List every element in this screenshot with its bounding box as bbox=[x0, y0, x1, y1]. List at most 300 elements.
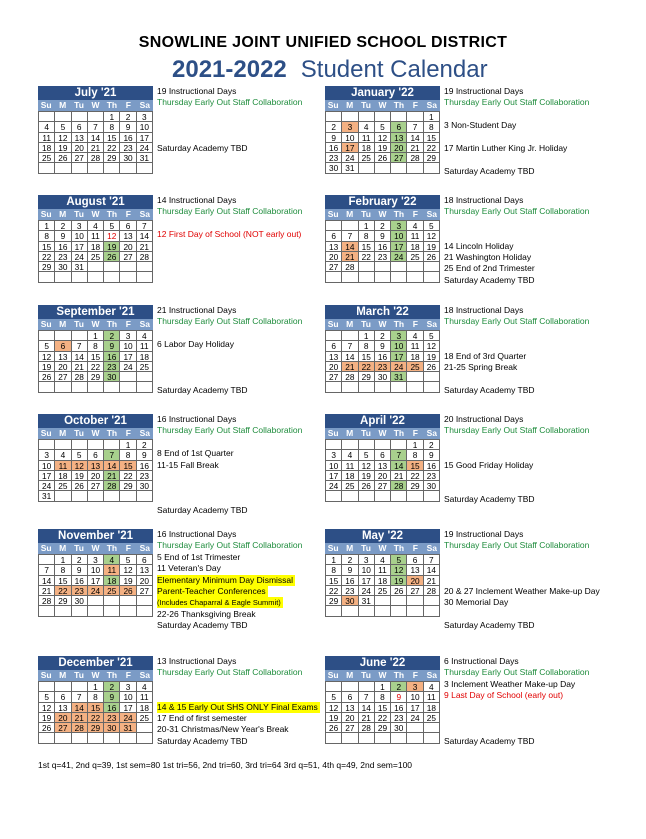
day-cell: 11 bbox=[424, 692, 440, 702]
day-cell: 1 bbox=[326, 555, 342, 565]
school-year: 2021-2022 bbox=[172, 56, 287, 83]
day-cell: 26 bbox=[55, 153, 71, 163]
weekday-label: M bbox=[346, 319, 354, 329]
month-title: January '22 bbox=[325, 86, 440, 100]
empty-cell bbox=[424, 596, 440, 606]
day-cell: 14 bbox=[342, 242, 358, 252]
weekday-label: M bbox=[346, 670, 354, 680]
day-cell: 3 bbox=[359, 555, 375, 565]
empty-cell bbox=[55, 331, 71, 341]
day-cell: 28 bbox=[424, 586, 440, 596]
day-cell: 7 bbox=[342, 231, 358, 241]
calendar-note: Parent-Teacher Conferences bbox=[157, 586, 266, 596]
empty-cell bbox=[137, 372, 153, 382]
day-cell: 18 bbox=[137, 703, 153, 713]
empty-cell bbox=[326, 221, 342, 231]
day-cell: 23 bbox=[55, 252, 71, 262]
day-cell: 26 bbox=[326, 723, 342, 733]
day-cell: 10 bbox=[359, 565, 375, 575]
day-cell: 11 bbox=[407, 341, 423, 351]
empty-cell bbox=[407, 382, 423, 392]
empty-cell bbox=[137, 262, 153, 272]
weekday-label: F bbox=[125, 670, 131, 680]
empty-cell bbox=[342, 272, 358, 282]
day-cell: 5 bbox=[39, 692, 55, 702]
empty-cell bbox=[104, 272, 120, 282]
day-cell: 16 bbox=[391, 703, 407, 713]
day-cell: 15 bbox=[359, 242, 375, 252]
day-cell: 22 bbox=[39, 252, 55, 262]
calendar-note: Thursday Early Out Staff Collaboration bbox=[157, 425, 303, 436]
calendar-note: 30 Memorial Day bbox=[444, 597, 509, 608]
day-cell: 7 bbox=[72, 341, 88, 351]
day-cell: 9 bbox=[391, 692, 407, 702]
day-cell: 1 bbox=[359, 221, 375, 231]
empty-cell bbox=[424, 163, 440, 173]
day-cell: 20 bbox=[120, 242, 136, 252]
day-cell: 11 bbox=[375, 565, 391, 575]
calendar-note: 19 Instructional Days bbox=[157, 86, 237, 96]
day-cell: 29 bbox=[104, 153, 120, 163]
empty-cell bbox=[424, 491, 440, 501]
day-cell: 26 bbox=[359, 481, 375, 491]
day-cell: 19 bbox=[391, 576, 407, 586]
weekday-label: Sa bbox=[426, 543, 437, 553]
day-cell: 1 bbox=[359, 331, 375, 341]
day-cell: 26 bbox=[391, 586, 407, 596]
day-cell: 16 bbox=[120, 133, 136, 143]
empty-cell bbox=[120, 372, 136, 382]
empty-cell bbox=[104, 733, 120, 743]
day-cell: 19 bbox=[326, 713, 342, 723]
empty-cell bbox=[55, 606, 71, 616]
empty-cell bbox=[39, 331, 55, 341]
calendar-note: Thursday Early Out Staff Collaboration bbox=[444, 425, 590, 436]
day-cell: 27 bbox=[55, 723, 71, 733]
day-cell: 3 bbox=[72, 221, 88, 231]
empty-cell bbox=[72, 682, 88, 692]
day-cell: 16 bbox=[72, 576, 88, 586]
empty-cell bbox=[391, 262, 407, 272]
day-grid bbox=[38, 439, 153, 502]
empty-cell bbox=[120, 382, 136, 392]
day-cell: 30 bbox=[55, 262, 71, 272]
day-cell: 25 bbox=[342, 481, 358, 491]
day-cell: 24 bbox=[391, 362, 407, 372]
day-cell: 19 bbox=[424, 352, 440, 362]
empty-cell bbox=[407, 163, 423, 173]
day-cell: 18 bbox=[359, 143, 375, 153]
day-cell: 27 bbox=[375, 481, 391, 491]
day-cell: 9 bbox=[55, 231, 71, 241]
calendar-note: Thursday Early Out Staff Collaboration bbox=[444, 206, 590, 217]
empty-cell bbox=[72, 606, 88, 616]
weekday-label: Sa bbox=[139, 100, 150, 110]
weekday-label: Sa bbox=[139, 670, 150, 680]
weekday-label: Sa bbox=[139, 428, 150, 438]
day-cell: 20 bbox=[375, 471, 391, 481]
weekday-label: Sa bbox=[426, 428, 437, 438]
day-cell: 14 bbox=[407, 133, 423, 143]
day-cell: 17 bbox=[326, 471, 342, 481]
empty-cell bbox=[55, 440, 71, 450]
day-cell: 28 bbox=[342, 262, 358, 272]
month-calendar bbox=[325, 305, 440, 393]
day-cell: 3 bbox=[407, 682, 423, 692]
weekday-label: Su bbox=[327, 209, 339, 219]
day-cell: 7 bbox=[391, 450, 407, 460]
day-cell: 21 bbox=[359, 713, 375, 723]
day-cell: 9 bbox=[375, 231, 391, 241]
day-cell: 14 bbox=[88, 133, 104, 143]
day-cell: 13 bbox=[407, 565, 423, 575]
day-cell: 10 bbox=[407, 692, 423, 702]
empty-cell bbox=[104, 606, 120, 616]
day-cell: 24 bbox=[359, 586, 375, 596]
day-cell: 18 bbox=[375, 576, 391, 586]
day-cell: 14 bbox=[137, 231, 153, 241]
empty-cell bbox=[342, 112, 358, 122]
day-cell: 5 bbox=[326, 692, 342, 702]
day-cell: 25 bbox=[39, 153, 55, 163]
day-cell: 16 bbox=[375, 242, 391, 252]
day-cell: 25 bbox=[55, 481, 71, 491]
weekday-label: Sa bbox=[426, 100, 437, 110]
day-cell: 24 bbox=[342, 153, 358, 163]
day-cell: 22 bbox=[88, 713, 104, 723]
empty-cell bbox=[326, 112, 342, 122]
day-cell: 10 bbox=[120, 341, 136, 351]
day-cell: 27 bbox=[391, 153, 407, 163]
day-cell: 4 bbox=[88, 221, 104, 231]
day-cell: 2 bbox=[375, 221, 391, 231]
day-cell: 15 bbox=[39, 242, 55, 252]
day-cell: 17 bbox=[407, 703, 423, 713]
weekday-label: Tu bbox=[74, 319, 84, 329]
empty-cell bbox=[104, 262, 120, 272]
empty-cell bbox=[88, 262, 104, 272]
day-cell: 9 bbox=[120, 122, 136, 132]
weekday-label: W bbox=[378, 543, 387, 553]
calendar-note: Thursday Early Out Staff Collaboration bbox=[157, 667, 303, 678]
day-cell: 7 bbox=[137, 221, 153, 231]
empty-cell bbox=[120, 163, 136, 173]
day-cell: 9 bbox=[424, 450, 440, 460]
weekday-label: W bbox=[91, 670, 100, 680]
weekday-label: F bbox=[125, 543, 131, 553]
day-cell: 7 bbox=[424, 555, 440, 565]
day-cell: 14 bbox=[359, 703, 375, 713]
calendar-note: 21-25 Spring Break bbox=[444, 362, 518, 372]
weekday-header bbox=[38, 670, 153, 681]
empty-cell bbox=[39, 733, 55, 743]
weekday-label: F bbox=[412, 209, 418, 219]
calendar-note: Thursday Early Out Staff Collaboration bbox=[157, 540, 303, 551]
day-cell: 25 bbox=[407, 252, 423, 262]
day-cell: 2 bbox=[120, 112, 136, 122]
month-title: February '22 bbox=[325, 195, 440, 209]
weekday-label: W bbox=[91, 428, 100, 438]
day-cell: 2 bbox=[55, 221, 71, 231]
empty-cell bbox=[88, 163, 104, 173]
day-cell: 11 bbox=[39, 133, 55, 143]
calendar-note: 16 Instructional Days bbox=[157, 414, 237, 424]
day-cell: 9 bbox=[326, 133, 342, 143]
empty-cell bbox=[326, 491, 342, 501]
day-cell: 3 bbox=[342, 122, 358, 132]
weekday-label: F bbox=[125, 319, 131, 329]
day-cell: 2 bbox=[391, 682, 407, 692]
weekday-label: Tu bbox=[74, 543, 84, 553]
calendar-note: 19 Instructional Days bbox=[444, 86, 524, 96]
weekday-label: Tu bbox=[361, 670, 371, 680]
empty-cell bbox=[137, 382, 153, 392]
day-cell: 26 bbox=[375, 153, 391, 163]
calendar-note: 8 End of 1st Quarter bbox=[157, 448, 234, 459]
empty-cell bbox=[424, 382, 440, 392]
empty-cell bbox=[326, 440, 342, 450]
calendar-note: 18 Instructional Days bbox=[444, 305, 524, 315]
empty-cell bbox=[326, 272, 342, 282]
empty-cell bbox=[120, 596, 136, 606]
weekday-label: Tu bbox=[74, 428, 84, 438]
empty-cell bbox=[375, 596, 391, 606]
day-cell: 28 bbox=[72, 723, 88, 733]
day-cell: 9 bbox=[375, 341, 391, 351]
month-title: August '21 bbox=[38, 195, 153, 209]
day-grid bbox=[38, 220, 153, 283]
day-cell: 10 bbox=[137, 122, 153, 132]
calendar-note: Thursday Early Out Staff Collaboration bbox=[444, 97, 590, 108]
calendar-note: 20 Instructional Days bbox=[444, 414, 524, 424]
day-cell: 19 bbox=[359, 471, 375, 481]
empty-cell bbox=[120, 272, 136, 282]
day-cell: 17 bbox=[137, 133, 153, 143]
weekday-label: Th bbox=[393, 543, 405, 553]
weekday-label: Th bbox=[106, 319, 118, 329]
weekday-label: Th bbox=[393, 670, 405, 680]
calendar-subtitle: Student Calendar bbox=[300, 56, 488, 83]
month-calendar bbox=[38, 86, 153, 174]
day-cell: 24 bbox=[88, 586, 104, 596]
day-grid bbox=[325, 554, 440, 617]
day-cell: 9 bbox=[342, 565, 358, 575]
day-cell: 24 bbox=[407, 713, 423, 723]
day-cell: 8 bbox=[375, 692, 391, 702]
empty-cell bbox=[391, 596, 407, 606]
weekday-label: Th bbox=[393, 100, 405, 110]
weekday-header bbox=[325, 428, 440, 439]
day-cell: 23 bbox=[104, 362, 120, 372]
day-cell: 22 bbox=[104, 143, 120, 153]
day-cell: 23 bbox=[72, 586, 88, 596]
day-cell: 16 bbox=[104, 352, 120, 362]
day-cell: 20 bbox=[72, 143, 88, 153]
day-cell: 23 bbox=[137, 471, 153, 481]
day-cell: 8 bbox=[359, 341, 375, 351]
day-cell: 13 bbox=[55, 352, 71, 362]
day-cell: 2 bbox=[342, 555, 358, 565]
empty-cell bbox=[55, 733, 71, 743]
day-cell: 28 bbox=[88, 153, 104, 163]
day-grid bbox=[325, 111, 440, 174]
empty-cell bbox=[55, 382, 71, 392]
day-cell: 3 bbox=[137, 112, 153, 122]
weekday-label: F bbox=[412, 543, 418, 553]
day-cell: 6 bbox=[391, 122, 407, 132]
day-cell: 25 bbox=[88, 252, 104, 262]
weekday-label: Tu bbox=[361, 543, 371, 553]
weekday-label: Su bbox=[327, 319, 339, 329]
day-cell: 16 bbox=[326, 143, 342, 153]
calendar-note: 18 Instructional Days bbox=[444, 195, 524, 205]
day-cell: 12 bbox=[104, 231, 120, 241]
day-cell: 23 bbox=[342, 586, 358, 596]
empty-cell bbox=[342, 491, 358, 501]
day-cell: 27 bbox=[326, 262, 342, 272]
weekday-label: Su bbox=[40, 428, 52, 438]
day-cell: 10 bbox=[342, 133, 358, 143]
day-cell: 7 bbox=[88, 122, 104, 132]
day-cell: 6 bbox=[342, 692, 358, 702]
weekday-label: Sa bbox=[426, 209, 437, 219]
weekday-label: Tu bbox=[361, 319, 371, 329]
day-cell: 7 bbox=[359, 692, 375, 702]
weekday-label: Sa bbox=[139, 209, 150, 219]
day-cell: 28 bbox=[137, 252, 153, 262]
day-cell: 29 bbox=[88, 723, 104, 733]
day-cell: 12 bbox=[55, 133, 71, 143]
empty-cell bbox=[359, 682, 375, 692]
empty-cell bbox=[88, 733, 104, 743]
empty-cell bbox=[55, 682, 71, 692]
day-cell: 14 bbox=[72, 352, 88, 362]
day-cell: 8 bbox=[120, 450, 136, 460]
day-cell: 24 bbox=[326, 481, 342, 491]
day-cell: 15 bbox=[326, 576, 342, 586]
day-cell: 4 bbox=[137, 331, 153, 341]
day-cell: 25 bbox=[407, 362, 423, 372]
weekday-label: W bbox=[378, 209, 387, 219]
day-cell: 17 bbox=[342, 143, 358, 153]
day-cell: 16 bbox=[104, 703, 120, 713]
day-cell: 26 bbox=[424, 362, 440, 372]
day-cell: 7 bbox=[407, 122, 423, 132]
day-cell: 21 bbox=[342, 362, 358, 372]
month-title: May '22 bbox=[325, 529, 440, 543]
empty-cell bbox=[104, 163, 120, 173]
empty-cell bbox=[137, 733, 153, 743]
calendar-note: 5 End of 1st Trimester bbox=[157, 551, 241, 562]
day-cell: 15 bbox=[55, 576, 71, 586]
empty-cell bbox=[391, 606, 407, 616]
calendar-note: 14 Lincoln Holiday bbox=[444, 240, 514, 251]
calendar-note: 21 Instructional Days bbox=[157, 305, 237, 315]
day-cell: 18 bbox=[424, 703, 440, 713]
empty-cell bbox=[137, 163, 153, 173]
empty-cell bbox=[39, 163, 55, 173]
weekday-label: Tu bbox=[361, 428, 371, 438]
weekday-label: M bbox=[346, 209, 354, 219]
weekday-label: Th bbox=[106, 100, 118, 110]
day-cell: 19 bbox=[39, 713, 55, 723]
day-cell: 12 bbox=[72, 461, 88, 471]
day-cell: 13 bbox=[72, 133, 88, 143]
day-cell: 4 bbox=[55, 450, 71, 460]
weekday-header bbox=[38, 209, 153, 220]
empty-cell bbox=[326, 682, 342, 692]
day-cell: 13 bbox=[391, 133, 407, 143]
day-cell: 27 bbox=[342, 723, 358, 733]
day-cell: 24 bbox=[120, 362, 136, 372]
empty-cell bbox=[407, 723, 423, 733]
empty-cell bbox=[137, 606, 153, 616]
day-cell: 29 bbox=[407, 481, 423, 491]
day-cell: 5 bbox=[72, 450, 88, 460]
empty-cell bbox=[55, 491, 71, 501]
day-cell: 1 bbox=[375, 682, 391, 692]
day-cell: 2 bbox=[424, 440, 440, 450]
day-cell: 22 bbox=[88, 362, 104, 372]
day-cell: 10 bbox=[391, 231, 407, 241]
weekday-label: Su bbox=[40, 670, 52, 680]
day-cell: 20 bbox=[326, 252, 342, 262]
day-cell: 30 bbox=[326, 163, 342, 173]
day-cell: 21 bbox=[104, 471, 120, 481]
day-cell: 5 bbox=[55, 122, 71, 132]
empty-cell bbox=[424, 606, 440, 616]
day-cell: 11 bbox=[407, 231, 423, 241]
day-cell: 1 bbox=[120, 440, 136, 450]
empty-cell bbox=[359, 733, 375, 743]
empty-cell bbox=[39, 555, 55, 565]
weekday-label: W bbox=[378, 319, 387, 329]
empty-cell bbox=[72, 733, 88, 743]
day-cell: 29 bbox=[88, 372, 104, 382]
calendar-note: Saturday Academy TBD bbox=[444, 735, 535, 746]
empty-cell bbox=[88, 596, 104, 606]
empty-cell bbox=[326, 733, 342, 743]
day-cell: 28 bbox=[342, 372, 358, 382]
day-cell: 26 bbox=[39, 372, 55, 382]
day-cell: 20 bbox=[55, 713, 71, 723]
weekday-label: F bbox=[125, 100, 131, 110]
day-cell: 15 bbox=[375, 703, 391, 713]
day-cell: 27 bbox=[137, 586, 153, 596]
empty-cell bbox=[120, 606, 136, 616]
day-cell: 3 bbox=[120, 682, 136, 692]
empty-cell bbox=[72, 382, 88, 392]
day-cell: 5 bbox=[120, 555, 136, 565]
day-cell: 21 bbox=[424, 576, 440, 586]
weekday-label: M bbox=[59, 670, 67, 680]
day-cell: 29 bbox=[55, 596, 71, 606]
day-cell: 25 bbox=[137, 362, 153, 372]
day-cell: 11 bbox=[137, 692, 153, 702]
calendar-note: 20-31 Christmas/New Year's Break bbox=[157, 724, 289, 735]
day-cell: 4 bbox=[137, 682, 153, 692]
calendar-note: Thursday Early Out Staff Collaboration bbox=[444, 316, 590, 327]
day-cell: 19 bbox=[120, 576, 136, 586]
weekday-label: W bbox=[91, 543, 100, 553]
weekday-label: W bbox=[378, 100, 387, 110]
empty-cell bbox=[39, 606, 55, 616]
empty-cell bbox=[72, 331, 88, 341]
empty-cell bbox=[104, 440, 120, 450]
day-cell: 6 bbox=[375, 450, 391, 460]
day-cell: 8 bbox=[359, 231, 375, 241]
day-cell: 24 bbox=[120, 713, 136, 723]
